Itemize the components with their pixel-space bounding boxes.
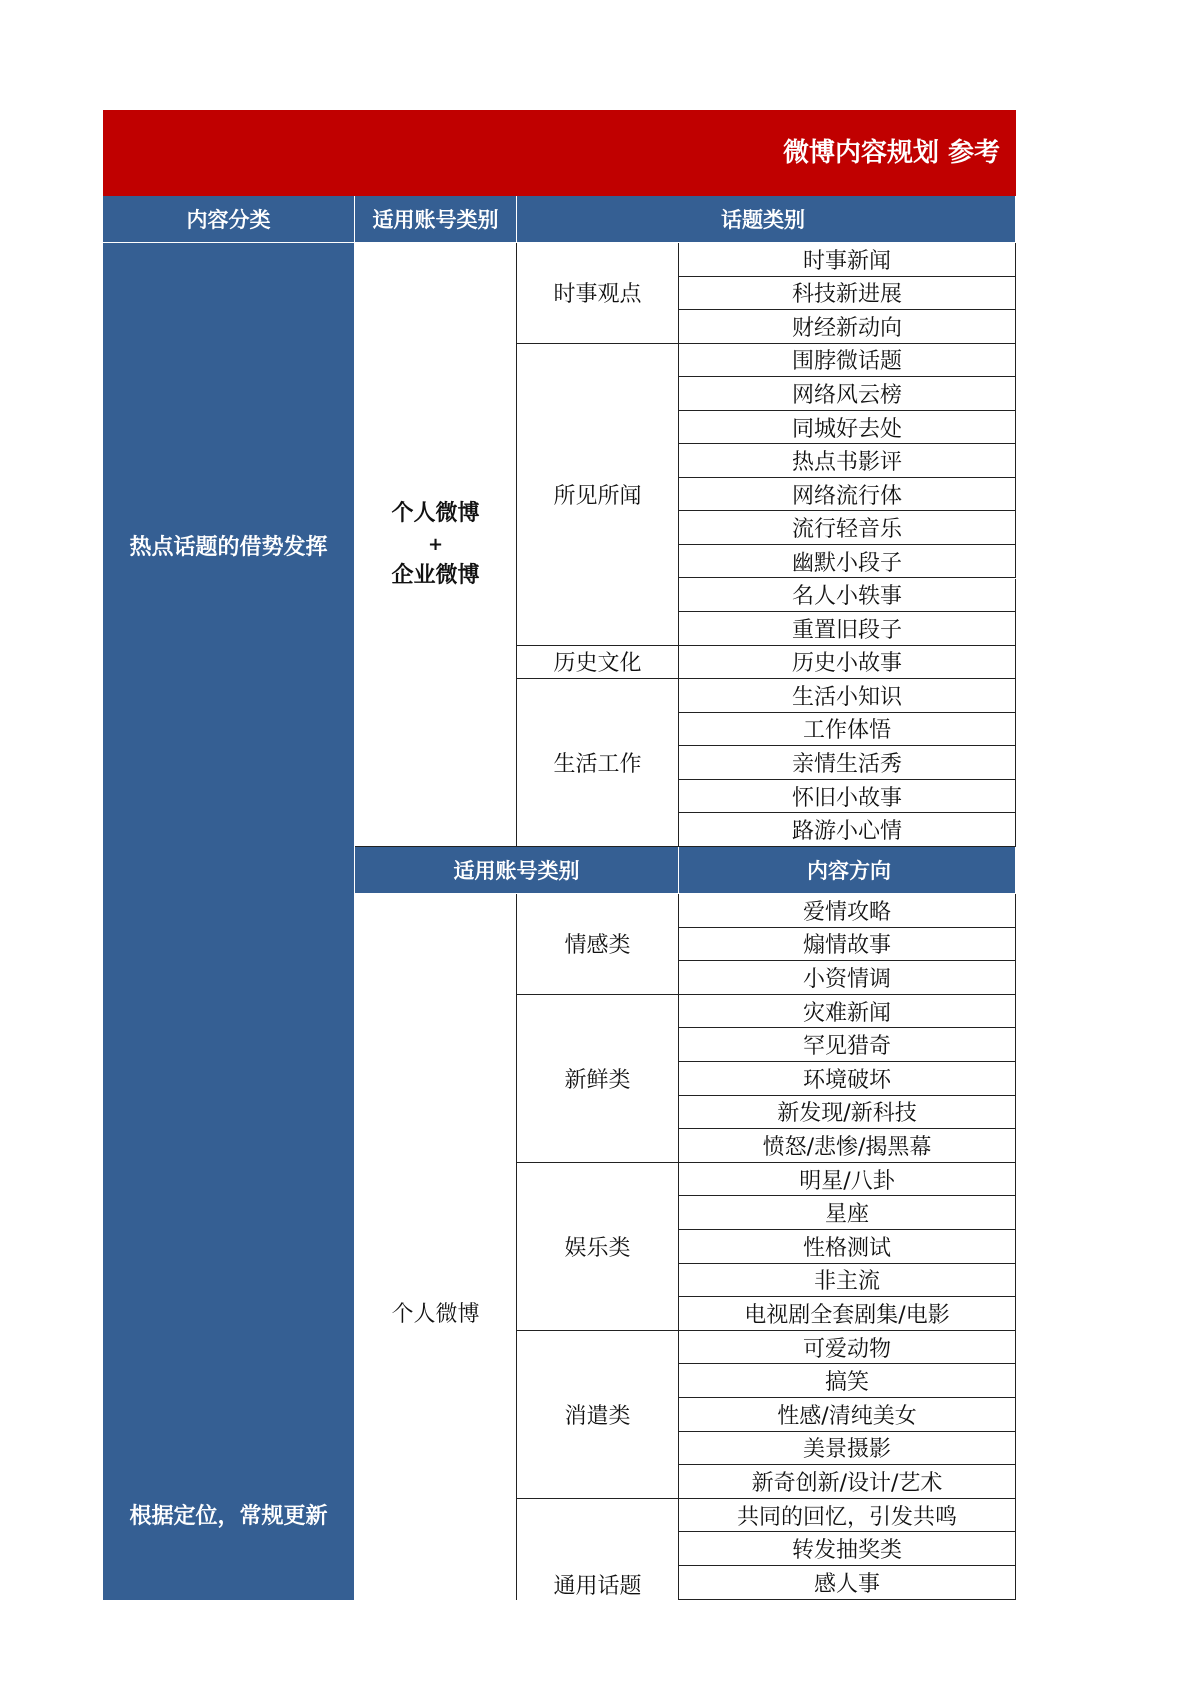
section2-group-name: 消遣类 [517, 1331, 679, 1499]
topic-item: 性格测试 [679, 1230, 1016, 1264]
topic-item: 新奇创新/设计/艺术 [679, 1465, 1016, 1499]
topic-item: 可爱动物 [679, 1331, 1016, 1365]
section1-account-plus: + [427, 533, 444, 555]
topic-item: 时事新闻 [679, 243, 1016, 277]
topic-item: 网络流行体 [679, 478, 1016, 512]
section2-group-name: 新鲜类 [517, 995, 679, 1163]
topic-item: 同城好去处 [679, 411, 1016, 445]
topic-item: 非主流 [679, 1264, 1016, 1298]
header-content-category: 内容分类 [103, 196, 355, 243]
topic-item: 罕见猎奇 [679, 1028, 1016, 1062]
topic-item: 爱情攻略 [679, 894, 1016, 928]
section2-group-name: 娱乐类 [517, 1163, 679, 1331]
header2-content-direction: 内容方向 [679, 847, 1016, 894]
topic-item: 明星/八卦 [679, 1163, 1016, 1197]
section1-account-cell [355, 243, 517, 847]
topic-item: 热点书影评 [679, 444, 1016, 478]
topic-item: 共同的回忆，引发共鸣 [679, 1499, 1016, 1533]
content-plan-sheet [103, 110, 1016, 1600]
section1-group-name: 所见所闻 [517, 344, 679, 646]
header-topic-category: 话题类别 [517, 196, 1016, 243]
topic-item: 灾难新闻 [679, 995, 1016, 1029]
section1-group-name: 生活工作 [517, 679, 679, 847]
topic-item: 愤怒/悲惨/揭黑幕 [679, 1129, 1016, 1163]
section2-group-name: 情感类 [517, 894, 679, 995]
section2-account: 个人微博 [355, 894, 517, 1600]
section2-category: 根据定位，常规更新 [103, 847, 355, 1600]
sheet-title: 微博内容规划 参考 [783, 138, 1001, 168]
topic-item: 路游小心情 [679, 813, 1016, 847]
topic-item: 新发现/新科技 [679, 1096, 1016, 1130]
topic-item: 转发抽奖类 [679, 1532, 1016, 1566]
topic-item: 流行轻音乐 [679, 511, 1016, 545]
topic-item: 重置旧段子 [679, 612, 1016, 646]
topic-item: 生活小知识 [679, 679, 1016, 713]
topic-item: 财经新动向 [679, 310, 1016, 344]
topic-item: 煽情故事 [679, 928, 1016, 962]
topic-item: 网络风云榜 [679, 377, 1016, 411]
section1-account-line1: 个人微博 [391, 500, 480, 526]
topic-item: 星座 [679, 1196, 1016, 1230]
header2-account-type: 适用账号类别 [355, 847, 679, 894]
topic-item: 工作体悟 [679, 713, 1016, 747]
topic-item: 电视剧全套剧集/电影 [679, 1297, 1016, 1331]
topic-item: 名人小轶事 [679, 579, 1016, 613]
section1-group-name: 时事观点 [517, 243, 679, 344]
topic-item: 小资情调 [679, 961, 1016, 995]
topic-item: 科技新进展 [679, 277, 1016, 311]
section2-group-name: 通用话题 [517, 1499, 679, 1600]
topic-item: 搞笑 [679, 1364, 1016, 1398]
topic-item: 幽默小段子 [679, 545, 1016, 579]
topic-item: 美景摄影 [679, 1432, 1016, 1466]
topic-item: 环境破坏 [679, 1062, 1016, 1096]
topic-item: 围脖微话题 [679, 344, 1016, 378]
section1-account-line2: 企业微博 [391, 562, 480, 588]
topic-item: 怀旧小故事 [679, 780, 1016, 814]
header-account-type: 适用账号类别 [355, 196, 517, 243]
title-bar [103, 110, 1016, 196]
topic-item: 历史小故事 [679, 646, 1016, 680]
topic-item: 感人事 [679, 1566, 1016, 1600]
topic-item: 性感/清纯美女 [679, 1398, 1016, 1432]
section1-category: 热点话题的借势发挥 [103, 243, 355, 847]
topic-item: 亲情生活秀 [679, 746, 1016, 780]
section1-group-name: 历史文化 [517, 646, 679, 680]
